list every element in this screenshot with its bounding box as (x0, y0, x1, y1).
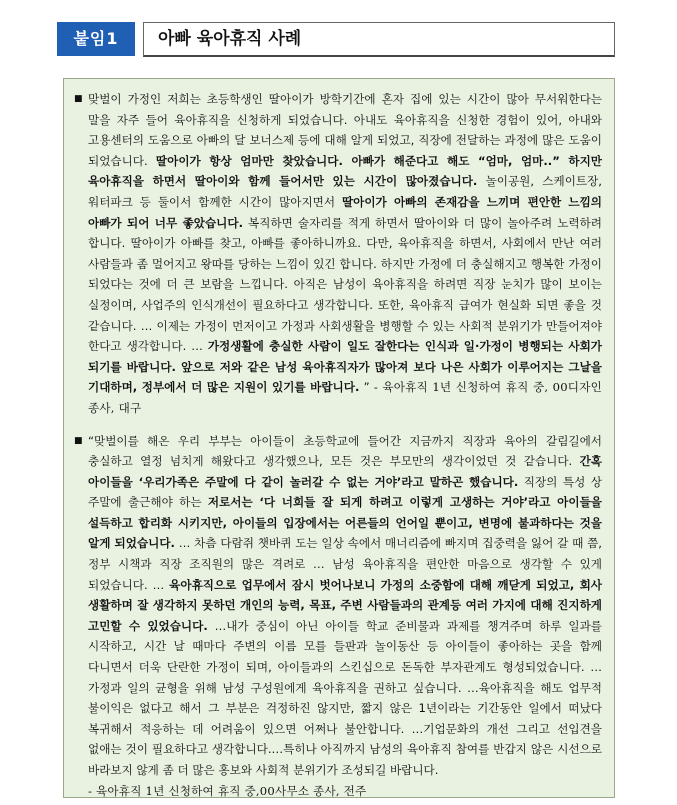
body-text: “맞벌이를 해온 우리 부부는 아이들이 초등학교에 들어간 지금까지 직장과 육아의 갈림길에서 충실하고 열정 넘치게 해왔다고 생각했으나, 모든 것은 부모만의 생각이었던 것 같습니다. (88, 433, 602, 469)
attachment-badge: 붙임1 (57, 22, 135, 56)
header (57, 22, 617, 56)
body-text: 직장의 특성 상 주말에 출근해야 하는 (88, 474, 602, 510)
bullet-icon: ■ (74, 94, 83, 104)
case-body (88, 434, 602, 778)
bullet-icon: ■ (74, 435, 83, 446)
emphasis-text: 딸아이가 항상 엄마만 찾았습니다. 아빠가 해준다고 해도 “엄마, 엄마..” 하지만 육아휴직을 하면서 딸아이와 함께 들어서만 있는 시간이 많아졌습니다. (88, 153, 602, 189)
case-item (74, 431, 602, 802)
body-text: ” (359, 380, 370, 395)
emphasis-text: 육아휴직으로 업무에서 잠시 벗어나보니 가정의 소중함에 대해 깨닫게 되었고, 회사 생활하며 잘 생각하지 못하던 개인의 능력, 목표, 주변 사람들과의 관계등 여러 가지에 대해 진지하게 고민할 수 있었습니다. (88, 577, 602, 633)
page-title: 아빠 육아휴직 사례 (158, 29, 302, 49)
case-panel (63, 78, 615, 798)
emphasis-text: 딸아이가 아빠의 존재감을 느끼며 편안한 느낌의 아빠가 되어 너무 좋았습니다. (88, 194, 602, 230)
case-item (74, 89, 602, 419)
body-text: … 차츰 다람쥐 챗바퀴 도는 일상 속에서 매너리즘에 빠지며 집중력을 잃어 갈 때 쯤, 정부 시책과 직장 조직원의 많은 격려로 … 남성 육아휴직을 편안한 마음으로 생각할 수 있게 되었습니다. … (88, 536, 602, 592)
body-text: 복직하면 술자리를 적게 하면서 딸아이와 더 많이 놀아주려 노력하려 합니다. 딸아이가 아빠를 찾고, 아빠를 좋아하니까요. 다만, 육아휴직을 하면서, 사회에서 만난 여러 사람들과 좀 멀어지고 왕따를 당하는 느낌이 있긴 합니다. 하지만 가정에 더 충실해지고 행복한 가정이 되었다는 것에 더 큰 보람을 느낍니다. 아직은 남성이 육아휴직을 하려면 직장 눈치가 많이 보이는 실정이며, 사업주의 인식개선이 필요하다고 생각합니다. 또한, 육아휴직 급여가 현실화 되면 좋을 것 같습니다. … 이제는 가정이 먼저이고 가정과 사회생활을 병행할 수 있는 사회적 분위기가 만들어져야 한다고 생각합니다. … (88, 215, 602, 354)
body-text: …내가 중심이 아닌 아이들 학교 준비물과 과제를 챙겨주며 하루 일과를 시작하고, 시간 날 때마다 주변의 이름 모를 들판과 놀이동산 등 아이들이 좋아하는 곳을 함께 다니면서 더욱 단란한 가정이 되며, 아이들과의 스킨십으로 돈독한 부자관계도 형성되었습니다. …가정과 일의 균형을 위해 남성 구성원에게 육아휴직을 권하고 싶습니다. …육아휴직을 해도 업무적 불이익은 없다고 해서 그 부분은 걱정하진 않지만, 짧지 않은 1년이라는 기간동안 일에서 떠났다 복귀해서 적응하는 데 어려움이 있으면 어쩌나 불안합니다. …기업문화의 개선 그리고 선입견을 없애는 것이 필요하다고 생각합니다.…특히나 아직까지 남성의 육아휴직 참여를 반갑지 않은 시선으로 바라보지 않게 좀 더 많은 홍보와 사회적 분위기가 조성되길 바랍니다. (88, 618, 602, 777)
emphasis-text: 가정생활에 충실한 사람이 일도 잘한다는 인식과 일·가정이 병행되는 사회가 되기를 바랍니다. 앞으로 저와 같은 남성 육아휴직자가 많아져 보다 나은 사회가 이루어지는 그날을 기대하며, 정부에서 더 많은 지원이 있기를 바랍니다. (88, 339, 603, 395)
case-body (88, 92, 602, 394)
case-source: - 육아휴직 1년 신청하여 휴직 중,00사무소 종사, 전주 (88, 783, 367, 798)
body-text: 놀이공원, 스케이트장, 워터파크 등 둘이서 함께한 시간이 많아지면서 (88, 174, 602, 209)
emphasis-text: 간혹 아이들을 ‘우리가족은 주말에 다 같이 놀러갈 수 없는 거야’라고 말하곤 했습니다. (88, 454, 602, 489)
title-box (143, 22, 615, 57)
case-source: - 육아휴직 1년 신청하여 휴직 중, 00디자인 종사, 대구 (88, 380, 602, 415)
body-text: 맞벌이 가정인 저희는 초등학생인 딸아이가 방학기간에 혼자 집에 있는 시간이 많아 무서워한다는 말을 자주 들어 육아휴직을 신청하게 되었습니다. 아내도 육아휴직을 신청한 경험이 있어, 아내와 고용센터의 도움으로 아빠의 달 보너스제 등에 대해 알게 되었고, 직장에 전달하는 과정에 많은 도움이 되었습니다. (88, 92, 602, 168)
emphasis-text: 저로서는 ‘다 너희들 잘 되게 하려고 이렇게 고생하는 거야’라고 아이들을 설득하고 합리화 시키지만, 아이들의 입장에서는 어른들의 언어일 뿐이고, 변명에 불과하다는 것을 알게 되었습니다. (88, 495, 602, 551)
